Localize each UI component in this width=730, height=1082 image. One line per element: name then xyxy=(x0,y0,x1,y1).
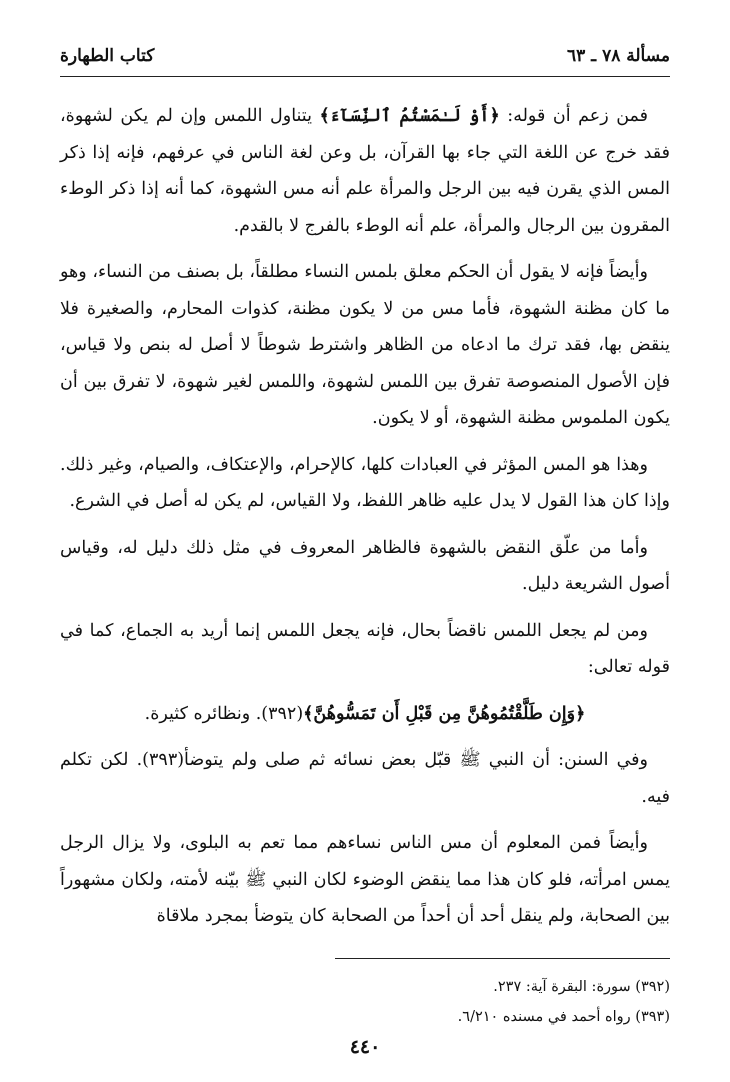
paragraph-1-pre: فمن زعم أن قوله: xyxy=(499,106,649,126)
footnote-392: (٣٩٢) سورة: البقرة آية: ٢٣٧. xyxy=(493,979,670,995)
footnote-393: (٣٩٣) رواه أحمد في مسنده ٦/٢١٠. xyxy=(457,1009,670,1025)
running-header xyxy=(60,46,670,74)
header-issue: مسألة ٧٨ ـ ٦٣ xyxy=(566,46,670,66)
paragraph-4: وأما من علّق النقض بالشهوة فالظاهر المعروف في مثل ذلك دليل له، وقياس أصول الشريعة دليل. xyxy=(60,537,670,594)
quran-verse-2: ﴿وَإِن طَلَّقْتُمُوهُنَّ مِن قَبْلِ أَن تَمَسُّوهُنَّ﴾ xyxy=(303,703,586,724)
paragraph-1 xyxy=(60,98,670,244)
footnote-divider xyxy=(335,958,670,959)
paragraph-5: ومن لم يجعل اللمس ناقضاً بحال، فإنه يجعل اللمس إنما أريد به الجماع، كما في قوله تعالى: xyxy=(60,620,670,677)
paragraph-8: وأيضاً فمن المعلوم أن مس الناس نساءهم مما تعم به البلوى، ولا يزال الرجل يمس امرأته، فلو كان هذا مما ينقض الوضوء لكان النبي ﷺ بيّنه لأمته، ولكان مشهوراً بين الصحابة، ولم ينقل أحد أن أحداً من الصحابة كان يتوضأ بمجرد ملاقاة xyxy=(60,833,670,926)
paragraph-7: وفي السنن: أن النبي ﷺ قبّل بعض نسائه ثم صلى ولم يتوضأ(٣٩٣). لكن تكلم فيه. xyxy=(60,750,670,807)
paragraph-6 xyxy=(60,696,670,733)
page-number: ٤٤٠ xyxy=(349,1036,381,1058)
header-divider xyxy=(60,76,670,77)
paragraph-3: وهذا هو المس المؤثر في العبادات كلها، كالإحرام، والإعتكاف، والصيام، وغير ذلك. وإذا كان هذا القول لا يدل عليه ظاهر اللفظ، ولا القياس، لم يكن له أصل في الشرع. xyxy=(60,454,670,511)
main-text xyxy=(60,98,670,945)
footnotes xyxy=(60,972,670,1032)
paragraph-2: وأيضاً فإنه لا يقول أن الحكم معلق بلمس النساء مطلقاً، بل بصنف من النساء، وهو ما كان مظنة الشهوة، فأما مس من لا يكون مظنة، كذوات المحارم، والصغيرة فلا ينقض بها، فقد ترك ما ادعاه من الظاهر واشترط شوطاً لا أصل له بنص ولا قياس، فإن الأصول المنصوصة تفرق بين اللمس لشهوة، واللمس لغير شهوة، لا تفرق بين أن يكون الملموس مظنة الشهوة، أو لا يكون. xyxy=(60,262,670,428)
quran-verse-1: ﴿أَوْ لَـٰمَسْتُمُ ٱلنِّسَآءَ﴾ xyxy=(319,106,500,126)
header-book-section: كتاب الطهارة xyxy=(60,46,155,66)
paragraph-6-post: (٣٩٢). ونظائره كثيرة. xyxy=(144,703,304,724)
paragraph-1-post: يتناول اللمس وإن لم يكن لشهوة، فقد خرج عن اللغة التي جاء بها القرآن، بل وعن لغة الناس في عرفهم، فإنه إذا ذكر المس الذي يقرن فيه بين الرجل والمرأة علم أنه مس الشهوة، كما أنه إذا ذكر الوطء المقرون بين الرجال والمرأة، علم أنه الوطء بالفرج لا بالقدم. xyxy=(60,106,670,236)
